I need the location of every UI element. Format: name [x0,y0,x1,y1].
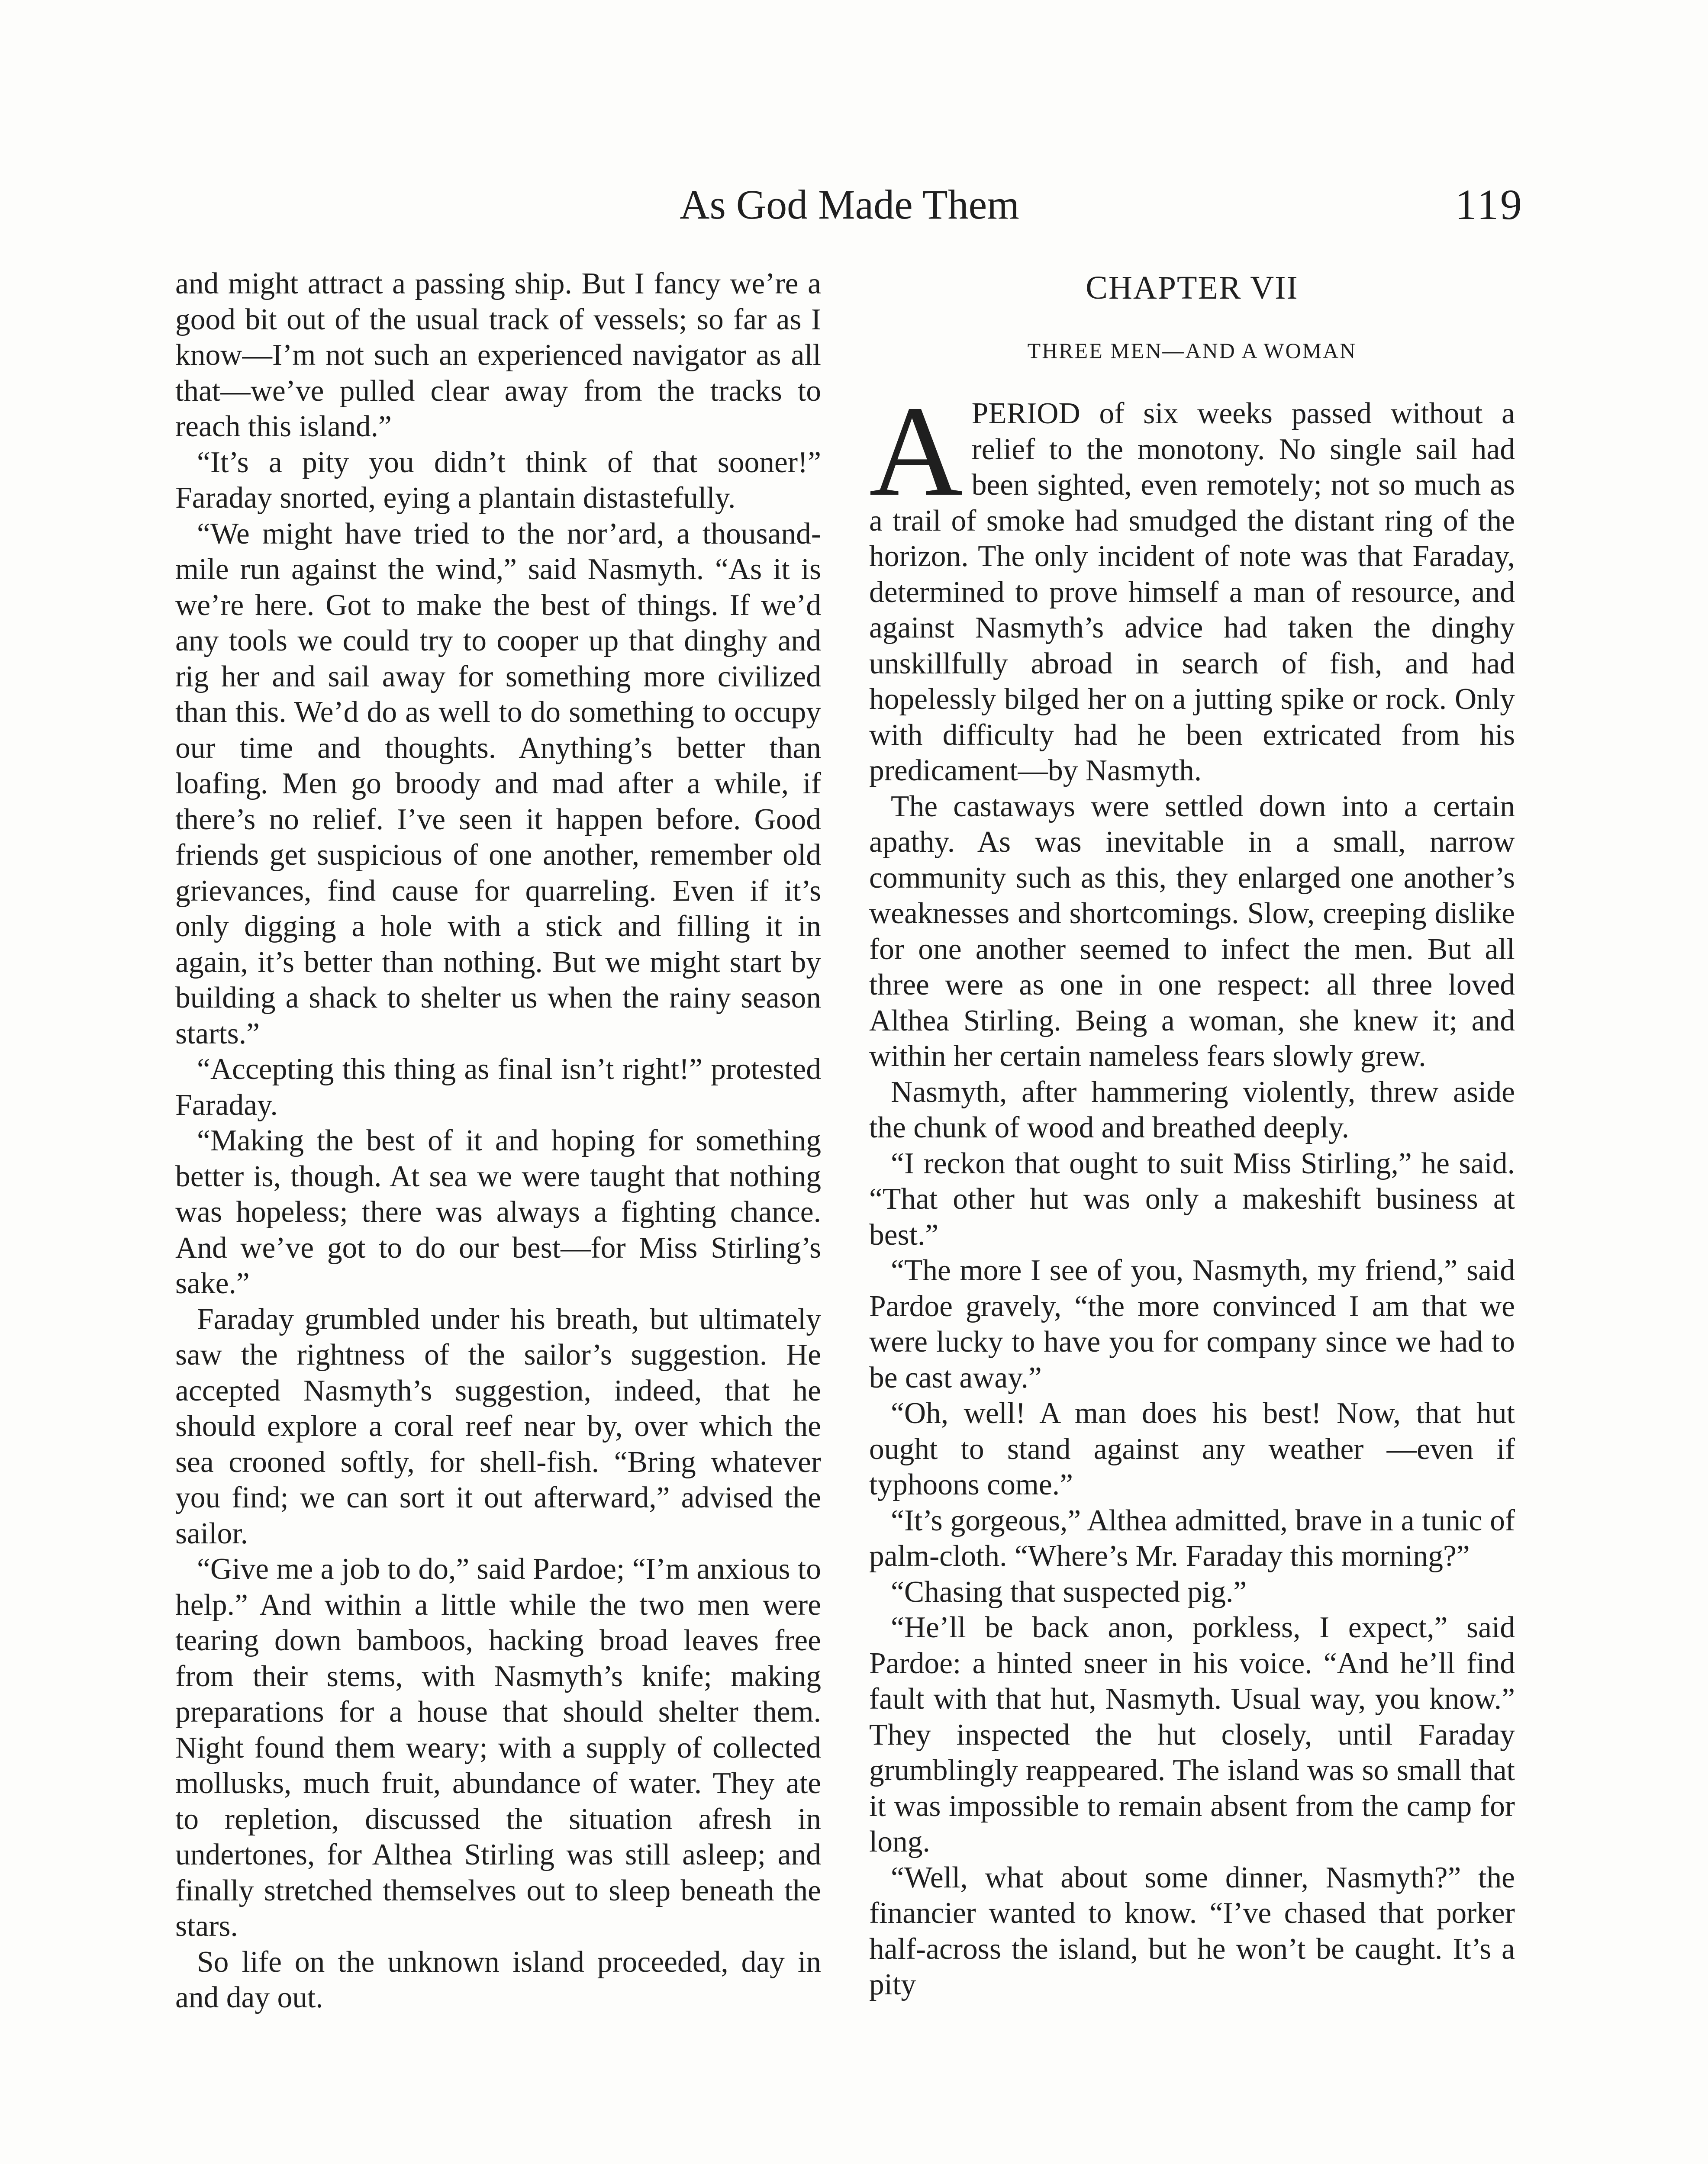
opening-paragraph-text: PERIOD of six weeks passed without a relief to the monotony. No single sail had been sighted, even remotely; not so much as a trail of smoke had smudged the distant ring of the horizon. The only incident of note was that Faraday, determined to prove himself a man of resource, and against Nasmyth’s advice had taken the dinghy unskillfully abroad in search of fish, and had hopelessly bilged her on a jutting spike or rock. Only with difficulty had he been extricated from his predicament—by Nasmyth. [869,397,1515,787]
opening-paragraph [869,379,1515,789]
paragraph: “It’s gorgeous,” Althea admitted, brave in a tunic of palm-cloth. “Where’s Mr. Faraday this morning?” [869,1504,1515,1573]
paragraph: “Oh, well! A man does his best! Now, that hut ought to stand against any weather —even if typhoons come.” [869,1397,1515,1501]
running-title: As God Made Them [680,181,1019,228]
paragraph: and might attract a passing ship. But I fancy we’re a good bit out of the usual track of vessels; so far as I know—I’m not such an experienced navigator as all that—we’ve pulled clear away from the tracks to reach this island.” [175,267,821,443]
chapter-subtitle: THREE MEN—AND A WOMAN [1027,338,1357,363]
paragraph: “Well, what about some dinner, Nasmyth?” the financier wanted to know. “I’ve chased that porker half-across the island, but he won’t be caught. It’s a pity [869,1861,1515,2001]
page-number: 119 [1455,180,1524,229]
page-header [175,177,1524,233]
paragraph: “We might have tried to the nor’ard, a thousand-mile run against the wind,” said Nasmyth. “As it is we’re here. Got to make the best of things. If we’d any tools we could try to cooper up that dinghy and rig her and sail away for something more civilized than this. We’d do as well to do something to occupy our time and thoughts. Anything’s better than loafing. Men go broody and mad after a while, if there’s no relief. I’ve seen it happen before. Good friends get suspicious of one another, remember old grievances, find cause for quarreling. Even if it’s only digging a hole with a stick and filling it in again, it’s better than nothing. But we might start by building a shack to shelter us when the rainy season starts.” [175,517,821,1050]
paragraph: Faraday grumbled under his breath, but ultimately saw the rightness of the sailor’s suggestion. He accepted Nasmyth’s suggestion, indeed, that he should explore a coral reef near by, over which the sea crooned softly, for shell-fish. “Bring whatever you find; we can sort it out afterward,” advised the sailor. [175,1302,821,1550]
paragraph: “Chasing that suspected pig.” [891,1575,1247,1609]
paragraph: “The more I see of you, Nasmyth, my friend,” said Pardoe gravely, “the more convinced I am that we were lucky to have you for company since we had to be cast away.” [869,1254,1515,1394]
paragraph: “It’s a pity you didn’t think of that sooner!” Faraday snorted, eying a plantain distastefully. [175,445,821,515]
paragraph: The castaways were settled down into a certain apathy. As was inevitable in a small, narrow community such as this, they enlarged one another’s weaknesses and shortcomings. Slow, creeping dislike for one another seemed to infect the men. But all three were as one in one respect: all three loved Althea Stirling. Being a woman, she knew it; and within her certain nameless fears slowly grew. [869,789,1515,1073]
paragraph: “Accepting this thing as final isn’t right!” protested Faraday. [175,1053,821,1122]
right-column [869,266,1515,2003]
paragraph: “Making the best of it and hoping for something better is, though. At sea we were taught that nothing was hopeless; there was always a fighting chance. And we’ve got to do our best—for Miss Stirling’s sake.” [175,1124,821,1300]
paragraph: Nasmyth, after hammering violently, threw aside the chunk of wood and breathed deeply. [869,1075,1515,1144]
paragraph: “Give me a job to do,” said Pardoe; “I’m anxious to help.” And within a little while the two men were tearing down bamboos, hacking broad leaves free from their stems, with Nasmyth’s knife; making preparations for a house that should shelter them. Night found them weary; with a supply of collected mollusks, much fruit, abundance of water. They ate to repletion, discussed the situation afresh in undertones, for Althea Stirling was still asleep; and finally stretched themselves out to sleep beneath the stars. [175,1552,821,1943]
paragraph: So life on the unknown island proceeded, day in and day out. [175,1945,821,2014]
paragraph: “I reckon that ought to suit Miss Stirling,” he said. “That other hut was only a makeshift business at best.” [869,1146,1515,1252]
paragraph: “He’ll be back anon, porkless, I expect,” said Pardoe: a hinted sneer in his voice. “And he’ll find fault with that hut, Nasmyth. Usual way, you know.” They inspected the hut closely, until Faraday grumblingly reappeared. The island was so small that it was impossible to remain absent from the camp for long. [869,1611,1515,1858]
chapter-title: CHAPTER VII [1086,270,1299,306]
left-column [175,266,821,2016]
drop-cap: A [869,379,963,523]
